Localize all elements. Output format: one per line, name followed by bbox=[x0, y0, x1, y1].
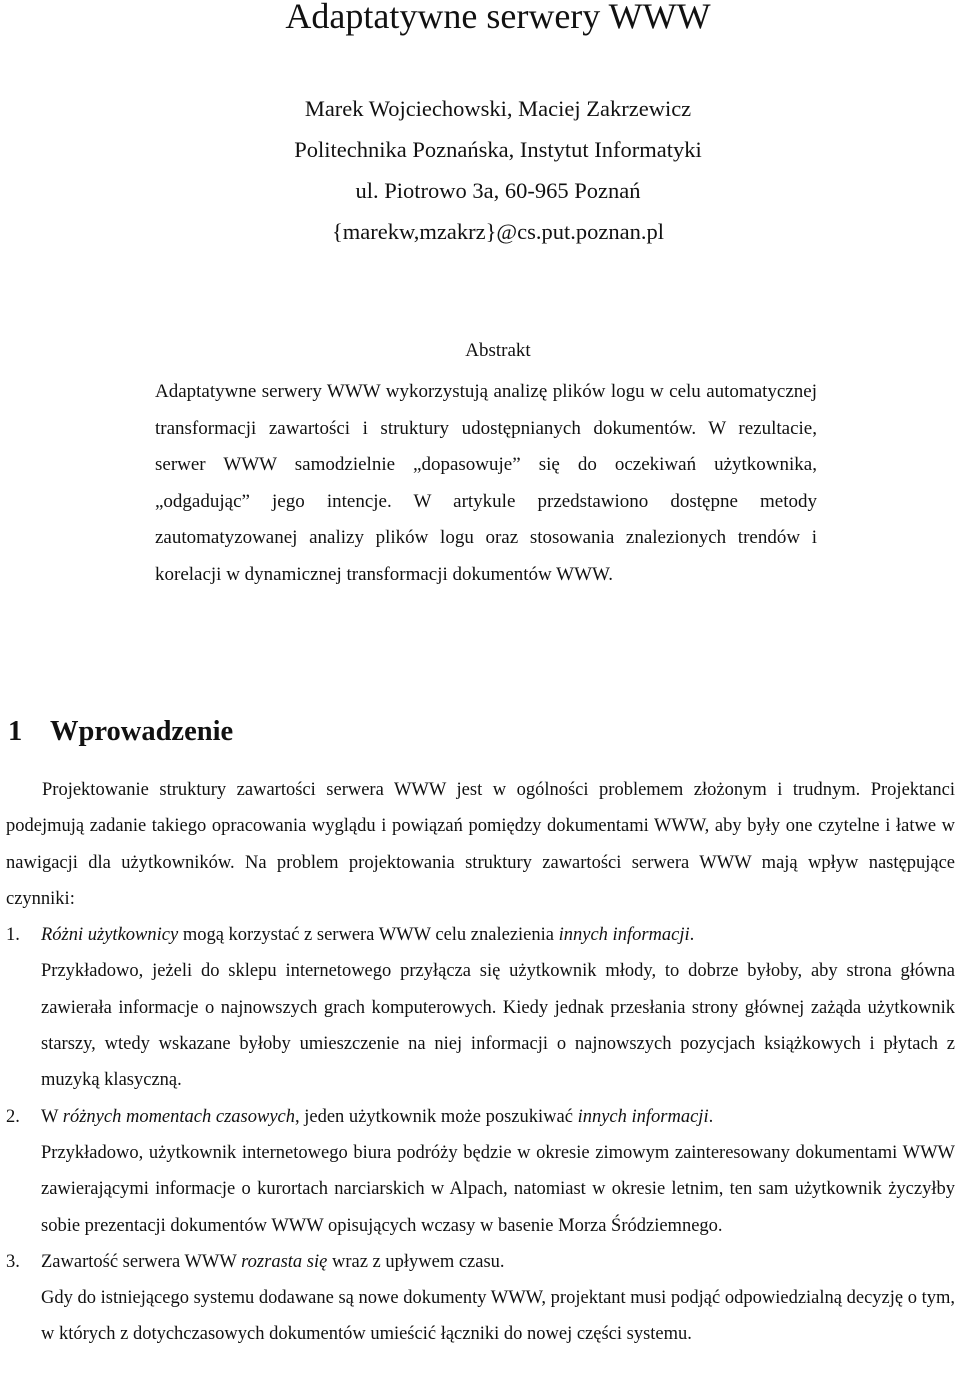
author-address: ul. Piotrowo 3a, 60-965 Poznań bbox=[355, 178, 641, 203]
emphasis: rozrasta się bbox=[241, 1251, 328, 1272]
list-item-heading: Zawartość serwera WWW rozrasta się wraz z upływem czasu. bbox=[41, 1251, 505, 1272]
emphasis: innych informacji bbox=[577, 1106, 709, 1127]
section-number: 1 bbox=[8, 716, 23, 747]
abstract-text: Adaptatywne serwery WWW wykorzystują analizę plików logu w celu automatycznej transformacji zawartości i struktury udostępnianych dokumentów. W rezultacie, serwer WWW samodzielnie „dopasowuje” się do oczekiwań użytkownika, „odgadując” jego intencje. W artykule przedstawiono dostępne metody zautomatyzowanej analizy plików logu oraz stosowania znalezionych trendów i korelacji w dynamicznej transformacji dokumentów WWW. bbox=[155, 381, 817, 585]
list-marker: 2. bbox=[6, 1106, 20, 1127]
section-heading bbox=[8, 712, 233, 752]
author-affiliation: Politechnika Poznańska, Instytut Informatyki bbox=[294, 137, 702, 162]
section-intro-paragraph: Projektowanie struktury zawartości serwera WWW jest w ogólności problemem złożonym i trudnym. Projektanci podejmują zadanie takiego opracowania wyglądu i powiązań pomiędzy dokumentami WWW, aby były one czytelne i łatwe w nawigacji dla użytkowników. Na problem projektowania struktury zawartości serwera WWW mają wpływ następujące czynniki: bbox=[6, 780, 955, 909]
section-title: Wprowadzenie bbox=[50, 716, 234, 747]
list-item-2 bbox=[6, 1099, 955, 1244]
list-marker: 1. bbox=[6, 925, 20, 946]
emphasis: Różni użytkownicy bbox=[41, 925, 179, 946]
author-block bbox=[0, 88, 960, 252]
list-item-body: Gdy do istniejącego systemu dodawane są nowe dokumenty WWW, projektant musi podjąć odpowiedzialną decyzję o tym, w których z dotychczasowych dokumentów umieścić łączniki do nowej części systemu. bbox=[41, 1288, 955, 1345]
list-item-3 bbox=[6, 1244, 955, 1353]
abstract-heading: Abstrakt bbox=[465, 340, 531, 361]
emphasis: różnych momentach czasowych bbox=[62, 1106, 295, 1127]
list-item-heading: W różnych momentach czasowych, jeden użytkownik może poszukiwać innych informacji. bbox=[41, 1106, 714, 1127]
list-item-body: Przykładowo, jeżeli do sklepu internetowego przyłącza się użytkownik młody, to dobrze byłoby, aby strona główna zawierała informacje o najnowszych grach komputerowych. Kiedy jednak przesłania strony głównej zażąda użytkownik starszy, wtedy wskazane byłoby umieszczenie na niej informacji o najnowszych pozycjach książkowych i płytach z muzyką klasyczną. bbox=[41, 961, 955, 1091]
list-item-1 bbox=[6, 917, 955, 1098]
list-item-heading: Różni użytkownicy mogą korzystać z serwera WWW celu znalezienia innych informacji. bbox=[41, 925, 695, 946]
author-email: {marekw,mzakrz}@cs.put.poznan.pl bbox=[332, 219, 664, 244]
list-marker: 3. bbox=[6, 1251, 20, 1272]
emphasis: innych informacji bbox=[558, 925, 690, 946]
section-body bbox=[6, 772, 955, 1353]
author-names: Marek Wojciechowski, Maciej Zakrzewicz bbox=[304, 96, 692, 121]
list-item-body: Przykładowo, użytkownik internetowego biura podróży będzie w okresie zimowym zainteresowany dokumentami WWW zawierającymi informacje o kurortach narciarskich w Alpach, natomiast w okresie letnim, ten sam użytkownik życzyłby sobie prezentacji dokumentów WWW opisujących wczasy w basenie Morza Śródziemnego. bbox=[41, 1142, 955, 1236]
paper-title: Adaptatywne serwery WWW bbox=[285, 0, 711, 36]
abstract-block bbox=[155, 374, 817, 593]
